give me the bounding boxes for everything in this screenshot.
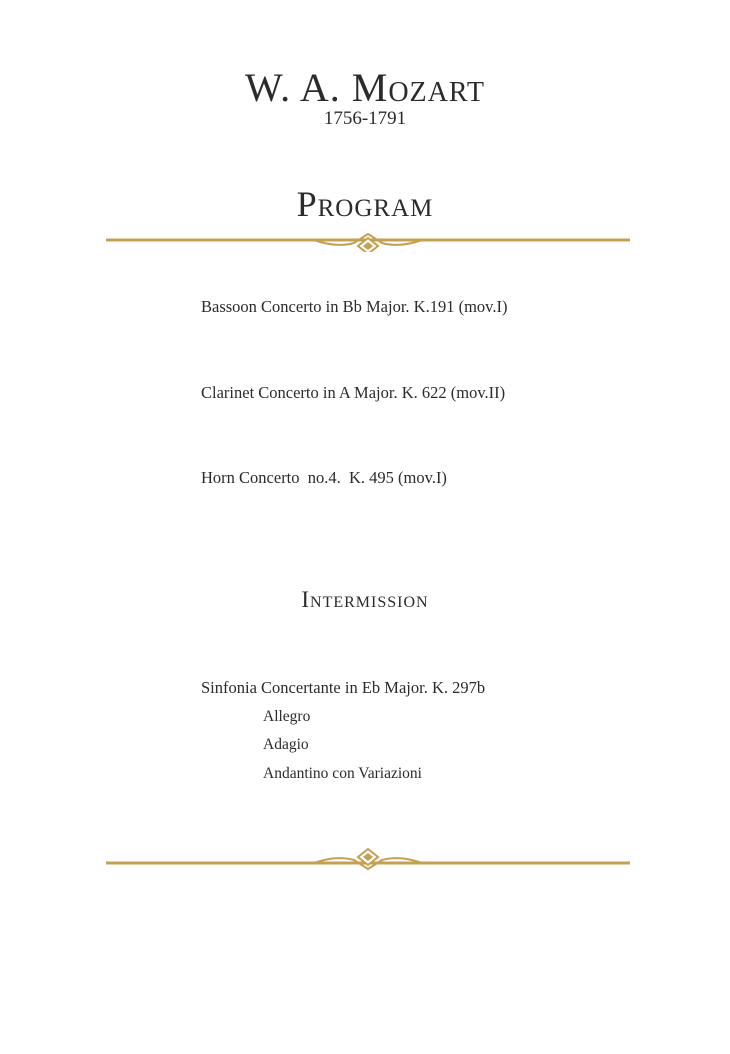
ornamental-divider-icon: [106, 228, 630, 252]
piece-bassoon-concerto: Bassoon Concerto in Bb Major. K.191 (mov.I): [201, 297, 508, 316]
intermission-heading: Intermission: [301, 587, 429, 612]
composer-dates: 1756-1791: [323, 108, 407, 129]
program-heading: Program: [296, 184, 434, 224]
ornamental-divider-icon: [106, 847, 630, 871]
piece-sinfonia-concertante: Sinfonia Concertante in Eb Major. K. 297b: [201, 678, 486, 697]
piece-clarinet-concerto: Clarinet Concerto in A Major. K. 622 (mov.II): [201, 383, 506, 402]
composer-name: W. A. Mozart: [245, 65, 485, 110]
movement-allegro: Allegro: [263, 708, 311, 725]
piece-horn-concerto: Horn Concerto no.4. K. 495 (mov.I): [201, 468, 447, 487]
movement-andantino: Andantino con Variazioni: [263, 765, 422, 782]
movement-adagio: Adagio: [263, 736, 309, 753]
